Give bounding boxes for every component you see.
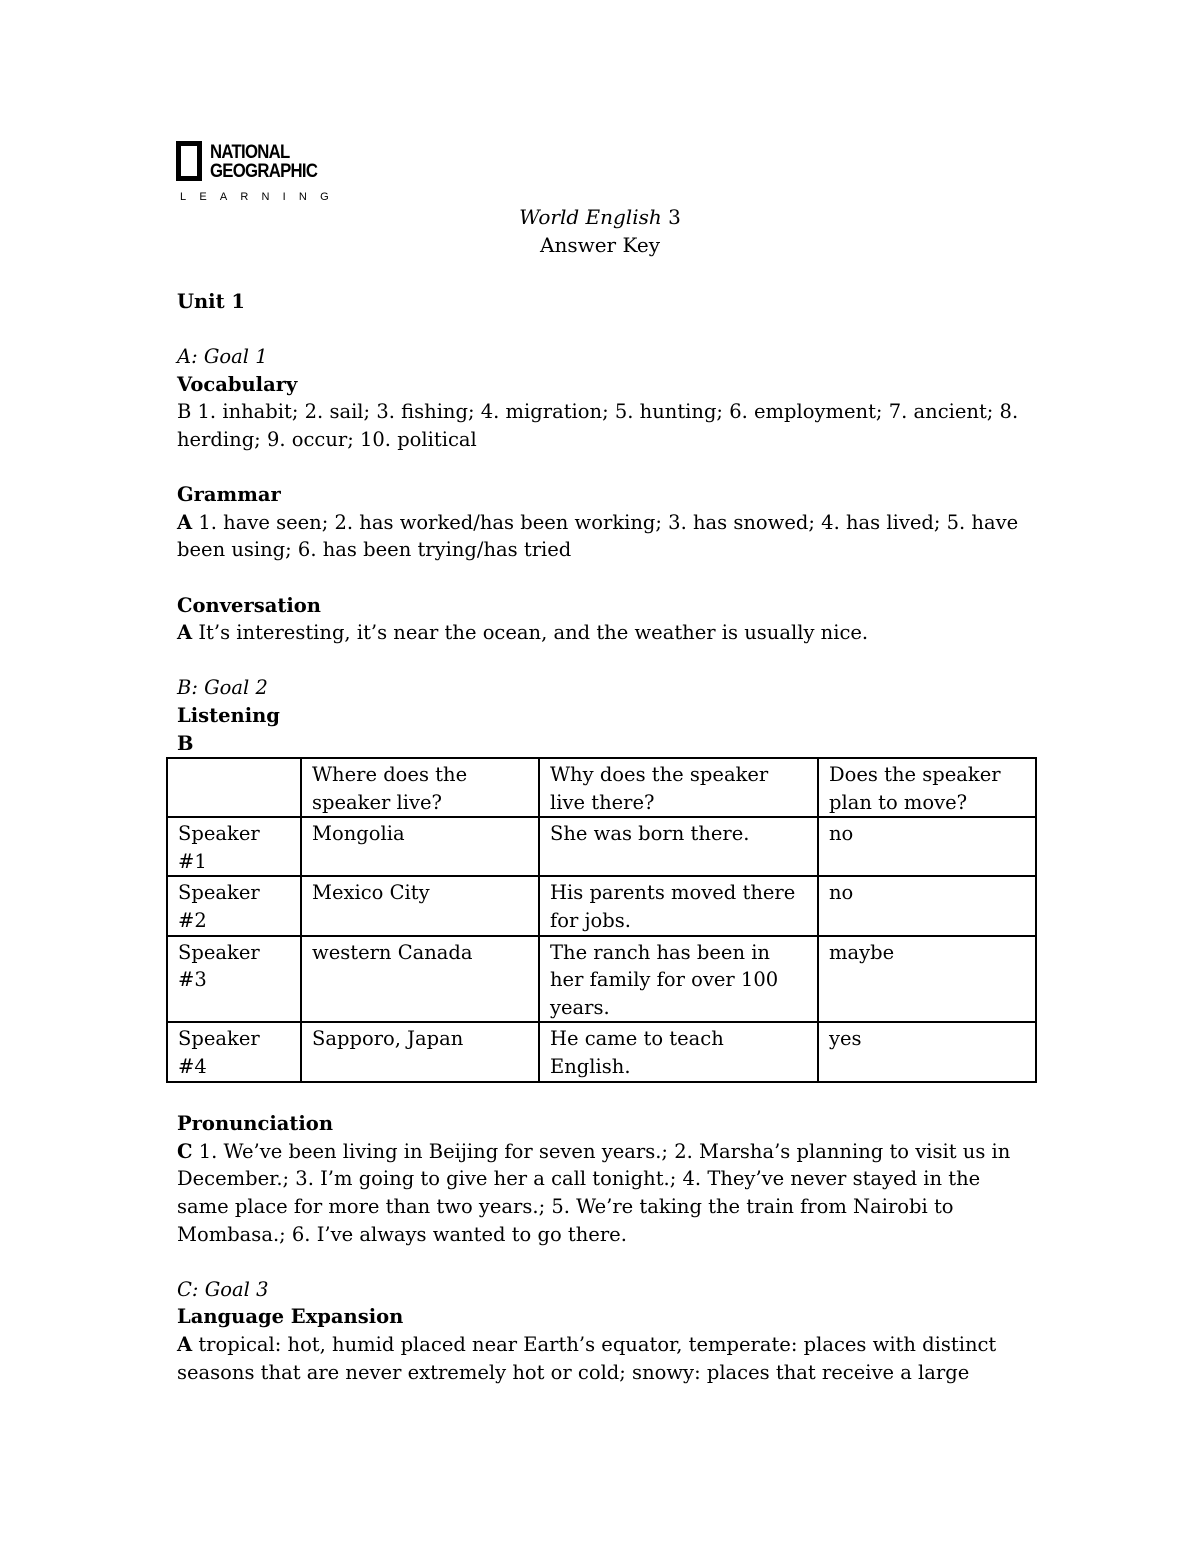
answer-key-body — [177, 288, 1037, 1386]
table-cell: Speaker #1 — [167, 817, 301, 876]
document-subtitle: Answer Key — [540, 233, 660, 257]
logo-line-3: LEARNING — [180, 191, 342, 203]
goal-a-heading: A: Goal 1 — [177, 345, 268, 369]
table-cell: Sapporo, Japan — [301, 1022, 539, 1081]
table-cell: She was born there. — [539, 817, 818, 876]
table-cell: yes — [818, 1022, 1036, 1081]
grammar-label: A — [177, 510, 193, 534]
table-header-cell: Why does the speaker live there? — [539, 758, 818, 817]
listening-table — [166, 757, 1037, 1083]
conversation-label: A — [177, 621, 193, 645]
language-expansion-heading: Language Expansion — [177, 1305, 404, 1329]
conversation-heading: Conversation — [177, 593, 321, 617]
pronunciation-answers — [177, 1138, 1037, 1248]
goal-c-heading: C: Goal 3 — [177, 1277, 269, 1301]
pronunciation-text: 1. We’ve been living in Beijing for seven years.; 2. Marsha’s planning to visit us in December.; 3. I’m going to give her a call tonight.; 4. They’ve never stayed in the same place for more than two years.; 5. We’re taking the train from Nairobi to Mombasa.; 6. I’ve always wanted to go there. — [177, 1139, 1011, 1246]
pronunciation-label: C — [177, 1139, 193, 1163]
table-row — [167, 936, 1036, 1023]
conversation-answers — [177, 619, 1037, 647]
table-cell: maybe — [818, 936, 1036, 1023]
table-cell: no — [818, 817, 1036, 876]
table-cell: western Canada — [301, 936, 539, 1023]
language-expansion-label: A — [177, 1332, 193, 1356]
listening-heading: Listening — [177, 703, 280, 727]
title-italic: World English — [519, 205, 662, 229]
unit-heading: Unit 1 — [177, 290, 245, 313]
pronunciation-heading: Pronunciation — [177, 1112, 333, 1136]
logo-line-1: NATIONAL — [210, 142, 290, 163]
table-header-cell: Where does the speaker live? — [301, 758, 539, 817]
grammar-heading: Grammar — [177, 483, 281, 507]
grammar-text: 1. have seen; 2. has worked/has been working; 3. has snowed; 4. has lived; 5. have been using; 6. has been trying/has tried — [177, 510, 1019, 562]
conversation-text: It’s interesting, it’s near the ocean, and the weather is usually nice. — [192, 621, 869, 645]
language-expansion-answers — [177, 1331, 1037, 1386]
table-row — [167, 1022, 1036, 1081]
table-cell: Mongolia — [301, 817, 539, 876]
table-cell: His parents moved there for jobs. — [539, 876, 818, 935]
table-header-cell: Does the speaker plan to move? — [818, 758, 1036, 817]
table-cell: The ranch has been in her family for over 100 years. — [539, 936, 818, 1023]
table-cell: Speaker #3 — [167, 936, 301, 1023]
vocabulary-answers: B 1. inhabit; 2. sail; 3. fishing; 4. migration; 5. hunting; 6. employment; 7. ancient; 8. herding; 9. occur; 10. political — [177, 400, 1019, 451]
title-number: 3 — [661, 205, 681, 229]
table-header-row — [167, 758, 1036, 817]
vocabulary-heading: Vocabulary — [177, 372, 298, 396]
listening-label: B — [177, 731, 194, 755]
table-cell: no — [818, 876, 1036, 935]
table-cell: Speaker #2 — [167, 876, 301, 935]
language-expansion-text: tropical: hot, humid placed near Earth’s equator, temperate: places with distinct seasons that are never extremely hot or cold; snowy: places that receive a large — [177, 1332, 997, 1384]
national-geographic-logo — [176, 141, 342, 207]
logo-line-2: GEOGRAPHIC — [210, 161, 318, 182]
table-row — [167, 817, 1036, 876]
grammar-answers — [177, 509, 1037, 564]
table-cell: Speaker #4 — [167, 1022, 301, 1081]
table-cell: Mexico City — [301, 876, 539, 935]
table-cell: He came to teach English. — [539, 1022, 818, 1081]
table-header-cell — [167, 758, 301, 817]
document-title — [0, 205, 1200, 229]
yellow-border-icon — [176, 141, 202, 181]
goal-b-heading: B: Goal 2 — [177, 676, 268, 700]
table-row — [167, 876, 1036, 935]
